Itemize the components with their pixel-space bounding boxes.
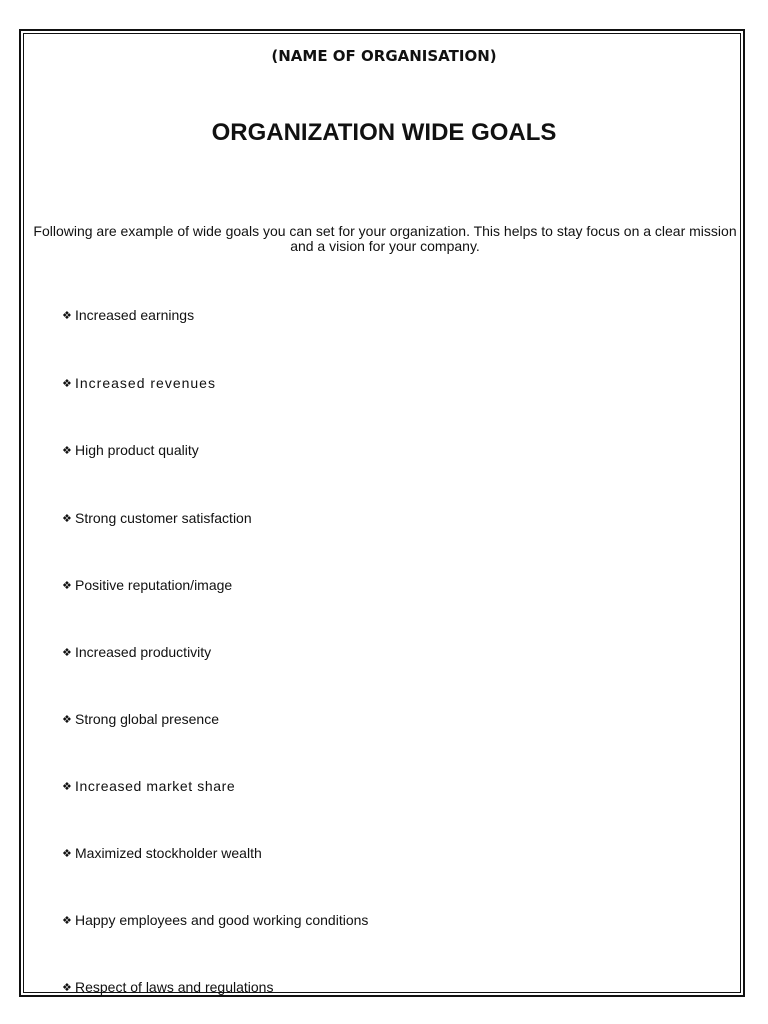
diamond-bullet-icon: ❖ — [62, 377, 73, 390]
goal-item — [62, 306, 194, 325]
goal-label: Strong customer satisfaction — [75, 510, 252, 526]
diamond-bullet-icon: ❖ — [62, 914, 72, 927]
goal-item — [62, 777, 235, 796]
diamond-bullet-icon: ❖ — [62, 847, 72, 860]
goal-item — [62, 374, 216, 393]
goal-item — [62, 643, 211, 662]
diamond-bullet-icon: ❖ — [62, 309, 72, 322]
goal-label: Increased earnings — [75, 307, 195, 323]
intro-paragraph: Following are example of wide goals you can set for your organization. This helps to stay focus on a clear mission and a vision for your company. — [33, 223, 737, 254]
goal-label: Maximized stockholder wealth — [75, 845, 262, 861]
goal-item — [62, 576, 232, 595]
goal-item — [62, 911, 368, 930]
goal-label: High product quality — [75, 442, 199, 458]
diamond-bullet-icon: ❖ — [62, 713, 72, 726]
diamond-bullet-icon: ❖ — [62, 646, 72, 659]
goal-label: Strong global presence — [75, 711, 219, 727]
goal-label: Increased productivity — [75, 644, 212, 660]
goal-item — [62, 441, 199, 460]
diamond-bullet-icon: ❖ — [62, 780, 73, 793]
goal-item — [62, 978, 273, 997]
diamond-bullet-icon: ❖ — [62, 444, 72, 457]
goal-item — [62, 844, 262, 863]
goal-label: Increased market share — [75, 778, 236, 794]
diamond-bullet-icon: ❖ — [62, 512, 72, 525]
page-title: ORGANIZATION WIDE GOALS — [211, 119, 557, 146]
goal-label: Increased revenues — [75, 375, 216, 391]
goal-label: Respect of laws and regulations — [75, 979, 274, 995]
goal-label: Happy employees and good working conditions — [75, 912, 369, 928]
goal-item — [62, 509, 252, 528]
diamond-bullet-icon: ❖ — [62, 579, 72, 592]
goal-label: Positive reputation/image — [75, 577, 233, 593]
goal-item — [62, 710, 219, 729]
diamond-bullet-icon: ❖ — [62, 981, 72, 994]
organization-name: (NAME OF ORGANISATION) — [271, 47, 497, 65]
